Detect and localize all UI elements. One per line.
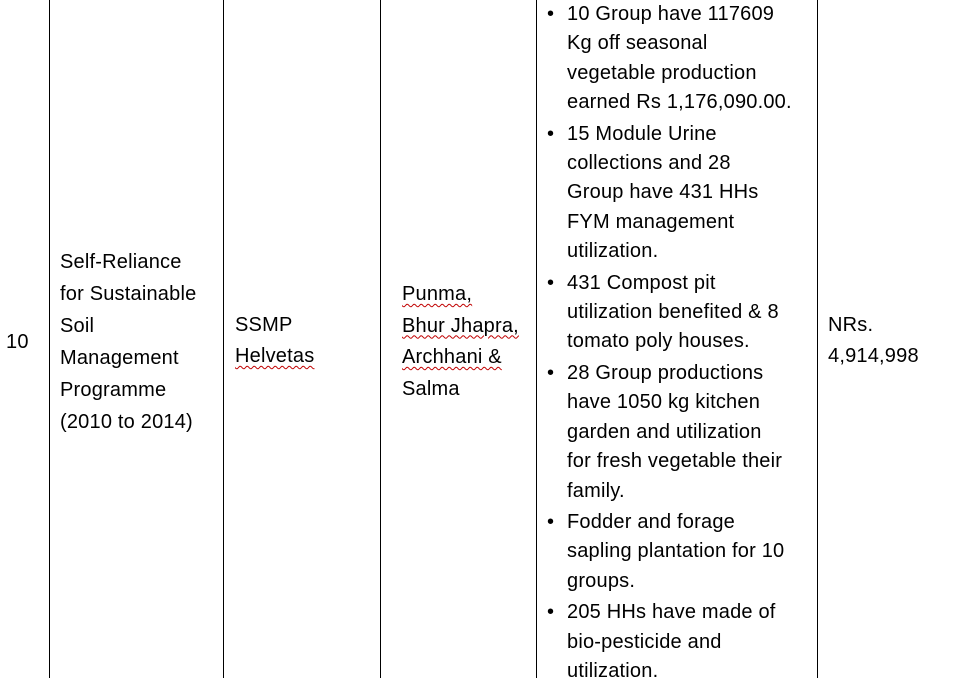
- location-line: Punma,: [402, 283, 473, 305]
- bullet-icon: •: [547, 122, 555, 145]
- project-title-line: Self-Reliance: [60, 251, 182, 273]
- location-line: Salma: [402, 377, 460, 400]
- project-title-line: Soil: [60, 315, 95, 337]
- partner-line: Helvetas: [235, 345, 315, 367]
- bullet-icon: •: [547, 271, 555, 294]
- partner-cell: [235, 310, 314, 372]
- column-divider: [817, 0, 818, 678]
- project-title-line: (2010 to 2014): [60, 411, 193, 433]
- list-item: • 15 Module Urine collections and 28 Group have 431 HHs FYM management utilization.: [547, 120, 809, 267]
- column-divider: [536, 0, 537, 678]
- project-title-line: Programme: [60, 379, 167, 401]
- column-divider: [223, 0, 224, 678]
- location-cell: [402, 279, 519, 405]
- column-divider: [49, 0, 50, 678]
- bullet-icon: •: [547, 3, 555, 25]
- serial-number: 10: [6, 331, 29, 353]
- project-title-line: for Sustainable: [60, 283, 197, 305]
- bullet-icon: •: [547, 361, 555, 384]
- list-item: • 28 Group productions have 1050 kg kitchen garden and utilization for fresh vegetable their family.: [547, 359, 809, 506]
- column-divider: [380, 0, 381, 678]
- list-item: • 10 Group have 117609 Kg off seasonal vegetable production earned Rs 1,176,090.00.: [547, 0, 809, 118]
- serial-number-cell: [6, 326, 29, 358]
- list-item: • 205 HHs have made of bio-pesticide and utilization.: [547, 598, 809, 686]
- project-title-cell: [60, 246, 196, 438]
- budget-amount: 4,914,998: [828, 345, 919, 367]
- location-line: Bhur Jhapra,: [402, 314, 519, 337]
- budget-cell: [828, 310, 919, 372]
- partner-line: SSMP: [235, 314, 293, 336]
- bullet-icon: •: [547, 510, 555, 533]
- achievements-list: [547, 0, 809, 688]
- list-item: • Fodder and forage sapling plantation for 10 groups.: [547, 508, 809, 596]
- list-item: • 431 Compost pit utilization benefited & 8 tomato poly houses.: [547, 269, 809, 357]
- project-title-line: Management: [60, 347, 179, 369]
- bullet-icon: •: [547, 601, 555, 624]
- budget-line: NRs.: [828, 314, 874, 336]
- location-line: Archhani &: [402, 346, 502, 368]
